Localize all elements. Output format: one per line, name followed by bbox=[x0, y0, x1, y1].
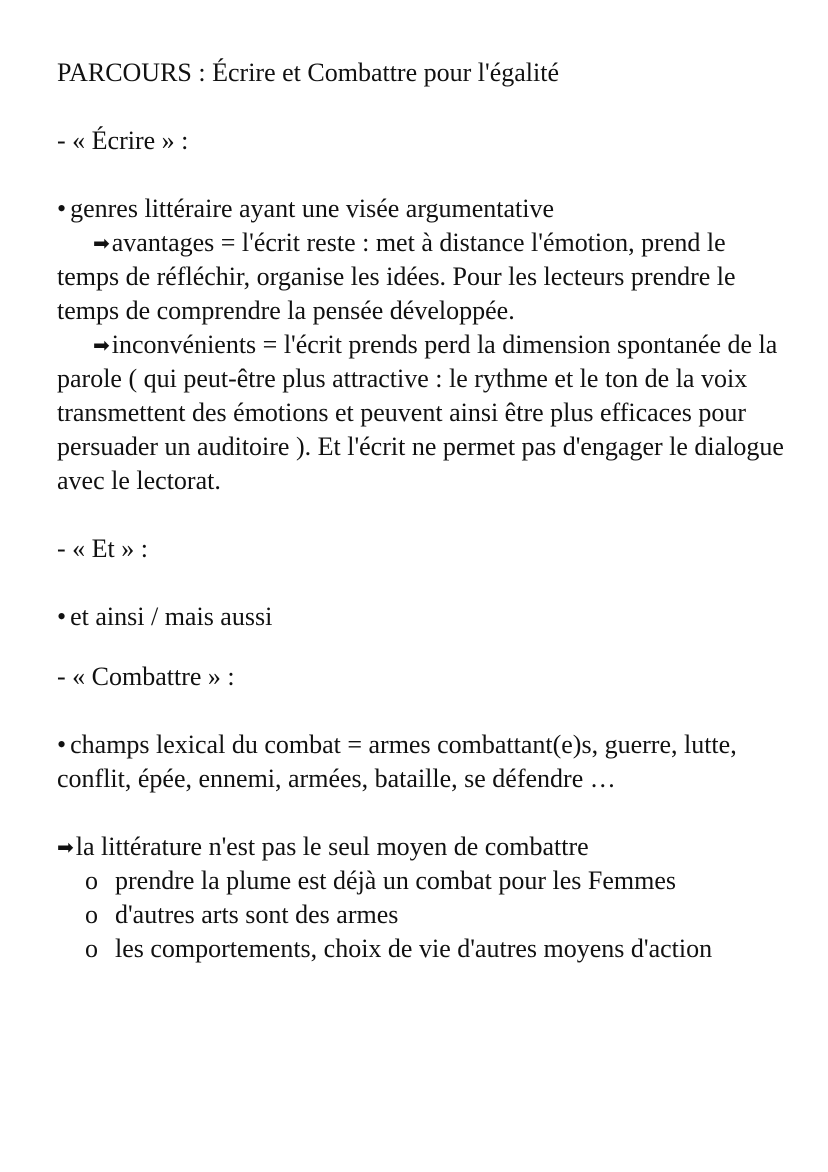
list-item bbox=[57, 864, 787, 898]
arrow-right-icon: ➡ bbox=[57, 835, 74, 859]
conclusion-arrow-line bbox=[57, 830, 787, 864]
sub-bullet-icon: o bbox=[85, 934, 98, 963]
document-title: PARCOURS : Écrire et Combattre pour l'égalité bbox=[57, 58, 559, 87]
sub-bullet-icon: o bbox=[85, 866, 98, 895]
inconvenients-text: inconvénients = l'écrit prends perd la dimension spontanée de la parole ( qui peut-être plus attractive : le rythme et le ton de la voix transmettent des émotions et peuvent ainsi être plus efficaces pour persuader un auditoire ). Et l'écrit ne permet pas d'engager le dialogue avec le lectorat. bbox=[57, 330, 784, 495]
bullet-genres-text: genres littéraire ayant une visée argumentative bbox=[70, 194, 555, 223]
bullet-icon: • bbox=[57, 730, 67, 759]
bullet-combattre bbox=[57, 728, 787, 796]
conclusion-arrow-text: la littérature n'est pas le seul moyen de combattre bbox=[75, 832, 589, 861]
bullet-combattre-text: champs lexical du combat = armes combattant(e)s, guerre, lutte, conflit, épée, ennemi, armées, bataille, se défendre … bbox=[57, 730, 737, 793]
bullet-icon: • bbox=[57, 602, 67, 631]
list-item-text: les comportements, choix de vie d'autres moyens d'action bbox=[115, 934, 713, 963]
arrow-right-icon: ➡ bbox=[93, 231, 110, 255]
list-item bbox=[57, 898, 787, 932]
section-heading-ecrire: - « Écrire » : bbox=[57, 126, 189, 155]
bullet-et-text: et ainsi / mais aussi bbox=[70, 602, 273, 631]
sub-bullet-icon: o bbox=[85, 900, 98, 929]
arrow-right-icon: ➡ bbox=[93, 333, 110, 357]
bullet-et bbox=[57, 600, 787, 634]
inconvenients-paragraph bbox=[57, 328, 787, 498]
document-page bbox=[57, 56, 787, 966]
bullet-genres bbox=[57, 192, 787, 226]
bullet-icon: • bbox=[57, 194, 67, 223]
conclusion-sublist bbox=[57, 864, 787, 966]
list-item-text: d'autres arts sont des armes bbox=[115, 900, 399, 929]
section-heading-combattre: - « Combattre » : bbox=[57, 662, 235, 691]
list-item bbox=[57, 932, 787, 966]
avantages-text: avantages = l'écrit reste : met à distance l'émotion, prend le temps de réfléchir, organise les idées. Pour les lecteurs prendre le temps de comprendre la pensée développée. bbox=[57, 228, 736, 325]
list-item-text: prendre la plume est déjà un combat pour les Femmes bbox=[115, 866, 677, 895]
section-heading-et: - « Et » : bbox=[57, 534, 148, 563]
avantages-paragraph bbox=[57, 226, 787, 328]
